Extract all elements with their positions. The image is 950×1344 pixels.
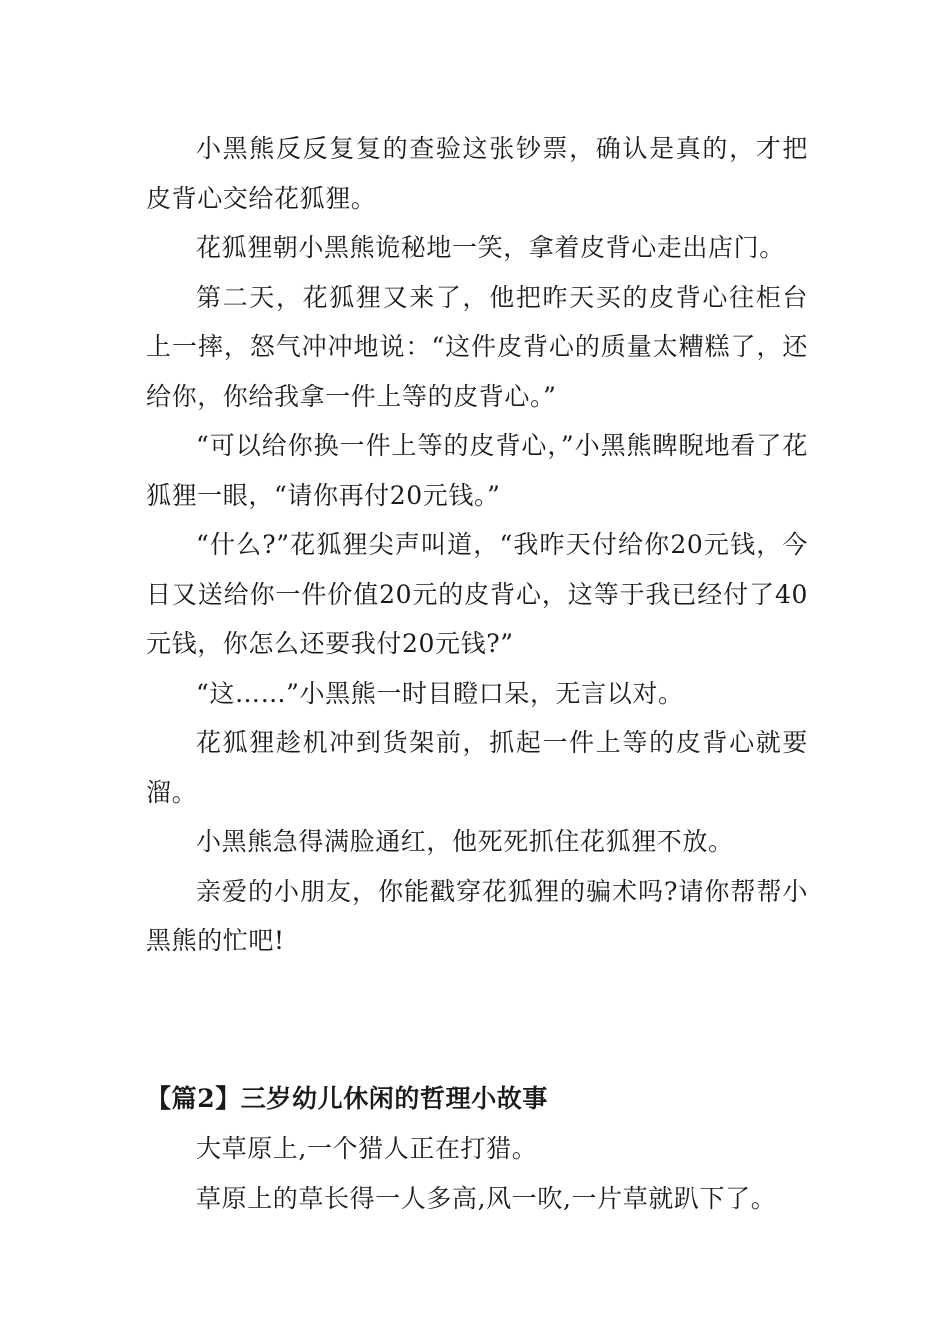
paragraph: “这……”小黑熊一时目瞪口呆，无言以对。: [196, 678, 684, 708]
paragraph: 花狐狸朝小黑熊诡秘地一笑，拿着皮背心走出店门。: [196, 233, 785, 262]
paragraph: 花狐狸趁机冲到货架前，抓起一件上等的皮背心就要溜。: [146, 728, 808, 807]
story-1-body: [146, 124, 808, 966]
paragraph: “什么?”花狐狸尖声叫道，“我昨天付给你20元钱，今日又送给你一件价值20元的皮背心，这等于我已经付了40元钱，你怎么还要我付20元钱?”: [146, 530, 808, 658]
section-heading: 【篇2】三岁幼儿休闲的哲理小故事: [146, 1084, 548, 1113]
paragraph: “可以给你换一件上等的皮背心，”小黑熊睥睨地看了花狐狸一眼，“请你再付20元钱。”: [146, 431, 808, 510]
story-2-body: [146, 1124, 808, 1223]
paragraph: 草原上的草长得一人多高,风一吹,一片草就趴下了。: [196, 1183, 777, 1213]
paragraph: 大草原上,一个猎人正在打猎。: [196, 1134, 538, 1163]
paragraph: 亲爱的小朋友，你能戳穿花狐狸的骗术吗?请你帮帮小黑熊的忙吧!: [146, 876, 808, 955]
paragraph: 小黑熊反反复复的查验这张钞票，确认是真的，才把皮背心交给花狐狸。: [146, 134, 808, 213]
paragraph: 第二天，花狐狸又来了，他把昨天买的皮背心往柜台上一摔，怒气冲冲地说：“这件皮背心的质量太糟糕了，还给你，你给我拿一件上等的皮背心。”: [146, 282, 808, 411]
paragraph: 小黑熊急得满脸通红，他死死抓住花狐狸不放。: [196, 827, 734, 856]
